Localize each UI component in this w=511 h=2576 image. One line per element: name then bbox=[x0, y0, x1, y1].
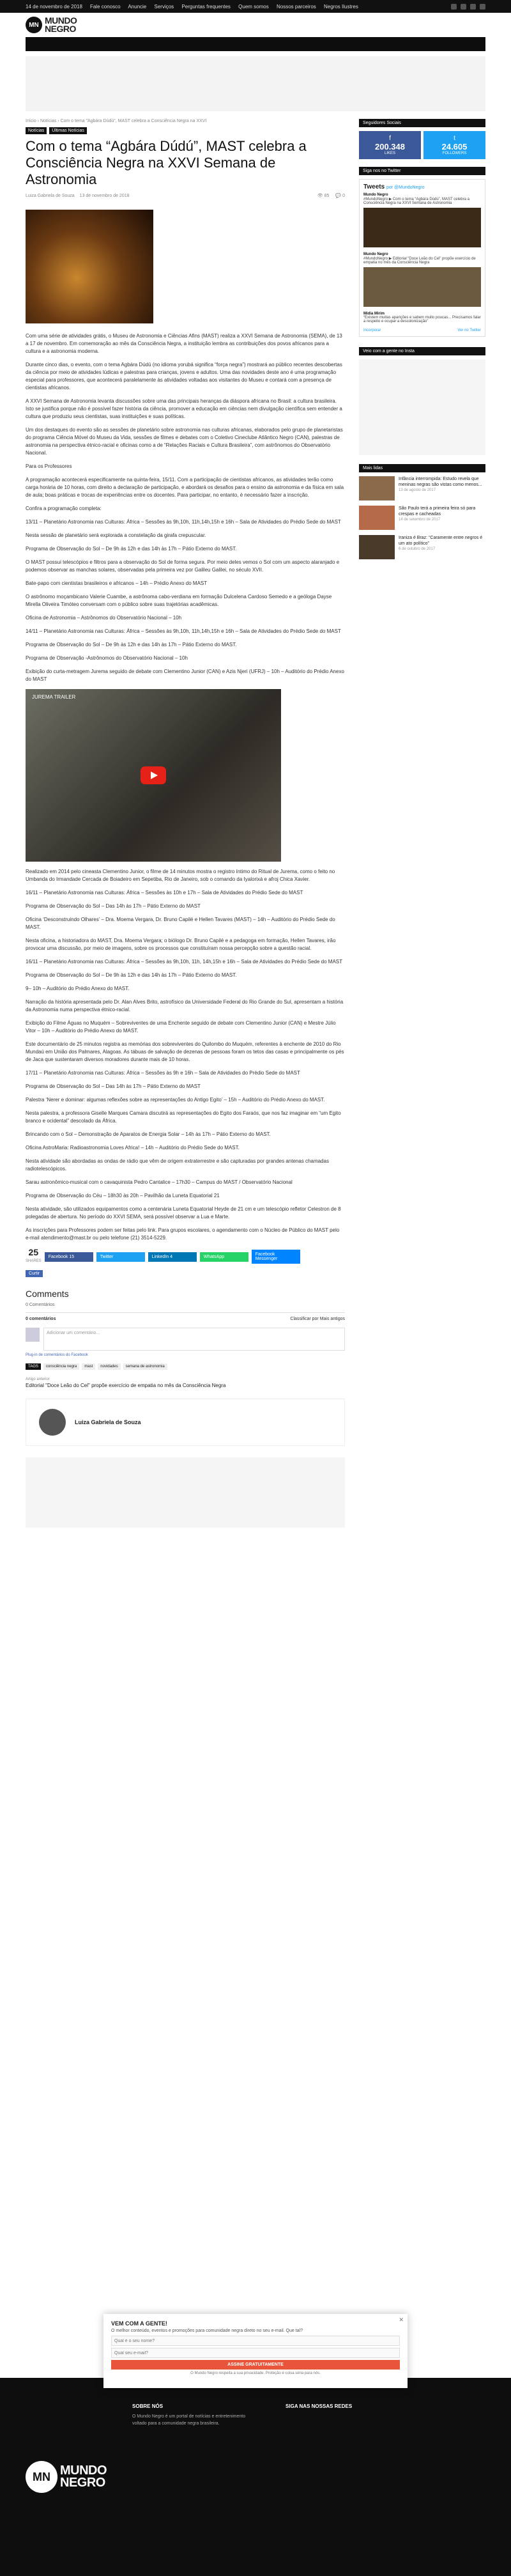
comments-heading: Comments bbox=[26, 1289, 69, 1299]
facebook-count: 200.348 bbox=[375, 142, 405, 151]
share-bar bbox=[26, 1248, 345, 1266]
ad-banner bbox=[26, 56, 485, 111]
sidebar bbox=[359, 119, 485, 1553]
thumbnail bbox=[359, 506, 395, 530]
breadcrumb[interactable]: Início › Notícias › Com o tema "Agbára Dúdú", MAST celebra a Consciência Negra na XXVI bbox=[26, 119, 207, 123]
facebook-counter[interactable] bbox=[359, 131, 421, 159]
privacy-note: O Mundo Negro respeita a sua privacidade. Proteção é coisa séria para nós. bbox=[190, 2371, 321, 2375]
logo-line: NEGRO bbox=[60, 2476, 105, 2490]
embed-link[interactable]: Incorporar bbox=[363, 329, 381, 332]
top-nav-item[interactable]: Quem somos bbox=[238, 3, 269, 10]
top-nav-item[interactable]: Perguntas frequentes bbox=[181, 3, 231, 10]
tweet-author: Midia Mirim bbox=[363, 312, 385, 316]
email-input[interactable] bbox=[111, 2348, 400, 2358]
most-read-date: 14 de setembro de 2017 bbox=[399, 518, 441, 522]
newsletter-popup bbox=[103, 2314, 408, 2388]
author-avatar bbox=[39, 1409, 66, 1436]
twitter-icon[interactable] bbox=[470, 4, 476, 10]
main-area bbox=[0, 119, 511, 1553]
sort-label: Classificar por bbox=[290, 1317, 319, 1321]
view-on-twitter-link[interactable]: Ver no Twitter bbox=[457, 329, 481, 332]
article-paragraph: O astrônomo moçambicano Valerie Cuambe, a astrônoma cabo-verdiana em formação Dulcelena Cardoso Semedo e a geóloga Dayse Mirella Oliveira Timóteo conversam com o público sobre suas trajetórias acadêmicas. bbox=[26, 594, 332, 607]
close-icon[interactable]: ✕ bbox=[399, 2316, 404, 2323]
tweet-text: “Existem muitas aparições e sabem muito poucas... Precisamos falar a respeito e ocupar a descolonização” bbox=[363, 316, 481, 323]
site-footer bbox=[0, 2378, 511, 2576]
article-paragraph: Brincando com o Sol – Demonstração de Aparatos de Energia Solar – 14h às 17h – Pátio Externo do MAST. bbox=[26, 1131, 271, 1137]
footer-about bbox=[132, 2403, 260, 2550]
social-icons bbox=[451, 4, 485, 10]
article-paragraph: Programa de Observação do Sol – De 9h às 12h e das 14h às 17h – Pátio Externo do MAST. bbox=[26, 546, 237, 552]
article-paragraph: Para os Professores bbox=[26, 463, 72, 469]
article-paragraph: Confira a programação completa: bbox=[26, 506, 102, 511]
article-tag[interactable]: semana de astronomia bbox=[123, 1363, 167, 1370]
site-header bbox=[0, 13, 511, 37]
share-count-label: SHARES bbox=[26, 1259, 42, 1263]
facebook-icon: f bbox=[389, 135, 391, 142]
article-body bbox=[26, 332, 345, 683]
article-paragraph: Oficina AstroMaria: Radioastronomia Loves Africa! – 14h – Auditório do Prédio Sede do MAST. bbox=[26, 1145, 240, 1151]
share-count-value: 25 bbox=[28, 1247, 39, 1257]
most-read-heading: Mais lidas bbox=[359, 464, 485, 472]
article-paragraph: Programa de Observação do Sol – Das 14h às 17h – Pátio Externo do MAST bbox=[26, 1083, 201, 1089]
sort-control[interactable] bbox=[290, 1317, 345, 1321]
top-nav-item[interactable]: Nossos parceiros bbox=[276, 3, 316, 10]
article-meta bbox=[26, 193, 345, 198]
article-paragraph: Exibição do curta-metragem Jurema seguido de debate com Clementino Junior (CAN) e Azis Njeri (UFRJ) – 10h – Auditório do Prédio Anexo do MAST bbox=[26, 669, 344, 682]
name-input[interactable] bbox=[111, 2336, 400, 2346]
article-paragraph: Este documentário de 25 minutos registra as memórias dos sobreviventes do Quilombo do Muquém, referentes à enchente de 2010 do Rio Mundaú em União dos Palmares, Alagoas. As tábuas de salvação de dezenas de pessoas foram os tetos das casas e principalmente os pés de Jaca que sustentaram diversos moradores durante mais de 10 horas. bbox=[26, 1041, 344, 1062]
article-paragraph: 16/11 – Planetário Astronomia nas Culturas: África – Sessões às 9h,10h, 11h, 14h,15h e 16h – Sala de Atividades do Prédio Sede do MAST bbox=[26, 959, 343, 965]
video-title: JUREMA TRAILER bbox=[32, 694, 76, 700]
comment-input[interactable]: Adicionar um comentário... bbox=[43, 1328, 345, 1351]
logo-line: MUNDO bbox=[45, 15, 77, 26]
site-logo[interactable] bbox=[26, 17, 77, 33]
like-button[interactable]: Curtir bbox=[26, 1270, 43, 1277]
category-tag[interactable]: Notícias bbox=[26, 127, 47, 134]
tweet-author: Mundo Negro bbox=[363, 252, 388, 256]
popup-title: VEM COM A GENTE! bbox=[111, 2320, 167, 2327]
article-paragraph: Nesta atividade, são utilizados equipamentos como a centenária Luneta Equatorial Heyde de 21 cm e um telescópio refletor Celestron de 8 polegadas de abertura. No período do XXVI SEMA, será possível observar a Lua e Marte. bbox=[26, 1206, 341, 1220]
logo-line: MUNDO bbox=[60, 2463, 107, 2478]
tweet-text: #MundoNegro ▶ Editorial “Doce Leão do Cel” propõe exercício de empatia no mês da Consciência Negra bbox=[363, 257, 476, 265]
article-paragraph: Realizado em 2014 pelo cineasta Clementino Junior, o filme de 14 minutos mostra o registro íntimo do Ritual de Jurema, como o feito no Umbanda do Irmandade Cercada de Boiadeiro em Sepetiba, Rio de Janeiro, sob o comando da Iyalorixá e afroj Chica Xavier. bbox=[26, 869, 335, 882]
share-twitter-button[interactable]: Twitter bbox=[96, 1252, 145, 1262]
article-paragraph: Narração da história apresentada pelo Dr. Alan Alves Brito, astrofísico da Universidade Federal do Rio Grande do Sul, apresentam a história da Astronomia numa perspectiva étnico-racial. bbox=[26, 999, 344, 1013]
logo-line: NEGRO bbox=[45, 24, 76, 34]
article-paragraph: Programa de Observação do Sol – De 9h às 12h e das 14h às 17h – Pátio Externo do MAST. bbox=[26, 642, 237, 648]
footer-about-heading: SOBRE NÓS bbox=[132, 2403, 164, 2409]
play-icon[interactable] bbox=[141, 766, 166, 784]
most-read-date: 6 de outubro de 2017 bbox=[399, 547, 436, 551]
article-paragraph: 13/11 – Planetário Astronomia nas Culturas: África – Sessões às 9h,10h, 11h,14h,15h e 16h – Sala de Atividades do Prédio Sede do MAST bbox=[26, 519, 341, 525]
twitter-count: 24.605 bbox=[441, 142, 468, 151]
article-paragraph: Nesta sessão de planetário será explorada a constelação da girafa crepuscular. bbox=[26, 532, 206, 538]
followers-heading: Seguidores Sociais bbox=[359, 119, 485, 127]
view-count: 👁 85 bbox=[317, 194, 330, 198]
footer-logo-mark: MN bbox=[26, 2461, 57, 2493]
share-whatsapp-button[interactable]: WhatsApp bbox=[200, 1252, 248, 1262]
tweet[interactable] bbox=[363, 312, 481, 323]
article-paragraph: Sarau astronômico-musical com o cavaquinista Pedro Cantalice – 17h30 – Campus do MAST / Observatório Nacional bbox=[26, 1179, 293, 1185]
main-nav bbox=[26, 37, 485, 51]
article-paragraph: Oficina de Astronomia – Astrônomos do Observatório Nacional – 10h bbox=[26, 615, 182, 621]
comment-count[interactable]: 💬 0 bbox=[335, 194, 345, 198]
facebook-comments bbox=[26, 1312, 345, 1357]
article-tag[interactable]: mast bbox=[82, 1363, 95, 1370]
featured-image bbox=[26, 210, 153, 323]
logo-mark: MN bbox=[26, 17, 42, 33]
tweets-title: Tweets bbox=[363, 183, 385, 190]
view-count-value: 85 bbox=[324, 194, 330, 198]
author-box-name[interactable]: Luiza Gabriela de Souza bbox=[75, 1419, 141, 1425]
footer-logo-text bbox=[60, 2465, 107, 2489]
footer-social-heading: SIGA NAS NOSSAS REDES bbox=[286, 2403, 353, 2409]
sort-select[interactable]: Mais antigos bbox=[319, 1317, 345, 1321]
article-paragraph: Bate-papo com cientistas brasileiros e africanos – 14h – Prédio Anexo do MAST bbox=[26, 580, 208, 586]
article-paragraph: 17/11 – Planetário Astronomia nas Culturas: África – Sessões às 9h e 16h – Sala de Atividades do Prédio Sede do MAST bbox=[26, 1070, 300, 1076]
article-paragraph: Um dos destaques do evento são as sessões de planetário sobre astronomia nas culturas africanas, elaborados pelo grupo de planetaristas do programa Ciência Móvel do Museu da Vida, sessões de filmes e debates com o Coletivo Cineclube Atlântico Negro (CAN), palestras de astronomia na perspectiva étnico-racial e oficinas como a de “Relações Raciais e Cultura Brasileira”, com astrônomos do Observatório Nacional. bbox=[26, 427, 343, 456]
facebook-count-label: LIKES bbox=[384, 151, 395, 155]
top-nav-item[interactable]: Serviços bbox=[154, 3, 174, 10]
article-paragraph: Programa de Observação -Astrônomos do Observatório Nacional – 10h bbox=[26, 655, 188, 661]
article-paragraph: As inscrições para Professores podem ser feitas pelo link. Para grupos escolares, o agendamento com o Núcleo de Público do MAST pelo e-mail atendimento@mast.br ou pelo telefone (21) 3514-5229. bbox=[26, 1227, 340, 1241]
current-date: 14 de novembro de 2018 bbox=[26, 3, 82, 10]
thumbnail bbox=[359, 535, 395, 559]
article-paragraph: 14/11 – Planetário Astronomia nas Culturas: África – Sessões às 9h,10h, 11h,14h,15h e 16h – Sala de Atividades do Prédio Sede do MAST bbox=[26, 628, 341, 634]
previous-article-link[interactable]: Editorial "Doce Leão do Cel" propõe exercício de empatia no mês da Consciência Negra bbox=[26, 1383, 226, 1388]
twitter-icon: t bbox=[454, 135, 455, 142]
video-embed[interactable] bbox=[26, 689, 281, 862]
previous-article-label: Artigo anterior bbox=[26, 1377, 50, 1381]
avatar bbox=[26, 1328, 40, 1342]
fb-plugin-link[interactable]: Plug-in de comentários do Facebook bbox=[26, 1353, 88, 1357]
author-box bbox=[26, 1399, 345, 1446]
author-name[interactable]: Luiza Gabriela de Souza bbox=[26, 193, 75, 198]
article-column bbox=[26, 119, 345, 1553]
logo-text bbox=[45, 17, 77, 33]
twitter-timeline bbox=[359, 179, 485, 337]
most-read-date: 13 de agosto de 2017 bbox=[399, 488, 436, 492]
tweet-text: #MundoNegro ▶ Com o tema “Agbára Dúdú”, MAST celebra a Consciência Negra na XXVI Semana de Astronomia bbox=[363, 198, 469, 205]
article-paragraph: Programa de Observação do Sol – Das 14h às 17h – Pátio Externo do MAST bbox=[26, 903, 201, 909]
top-nav-item[interactable]: Negros Ilustres bbox=[324, 3, 358, 10]
article-paragraph: Durante cinco dias, o evento, com o tema Agbára Dúdú (no idioma yorubá significa “força negra”) mostrará ao público recentes descobertas da ciência por meio de atividades lúdicas e palestras para crianças, jovens e adultos. Uma das novidades deste ano é uma programação especial para professores, que acontecerá paralelamente às atividades voltadas aos visitantes do Museu e contará com a presença de cientistas africanos. bbox=[26, 362, 342, 391]
category-tag[interactable]: Últimas Notícias bbox=[49, 127, 87, 134]
article-paragraph: 9– 10h – Auditório do Prédio Anexo do MAST. bbox=[26, 986, 130, 991]
article-paragraph: Nesta palestra, a professora Giselle Marques Camara discutirá as representações do Egito dos Faraós, que nos faz imaginar em “um Egito branco e ocidental” descolado da África. bbox=[26, 1110, 341, 1124]
twitter-count-label: FOLLOWERS bbox=[442, 151, 467, 155]
thumbnail bbox=[359, 476, 395, 500]
share-linkedin-button[interactable]: LinkedIn 4 bbox=[148, 1252, 197, 1262]
article-paragraph: O MAST possui telescópios e filtros para a observação do Sol de forma segura. Por meio deles vemos o Sol com um aspecto alaranjado e podemos observar as manchas solares, observadas pela primeira vez por Galileu Galilei, no século XVII. bbox=[26, 559, 340, 573]
top-bar bbox=[0, 0, 511, 13]
footer-logo[interactable] bbox=[26, 2403, 107, 2550]
instagram-widget bbox=[359, 359, 485, 455]
article-date: 13 de novembro de 2018 bbox=[79, 193, 130, 198]
top-nav-item[interactable]: Anuncie bbox=[128, 3, 147, 10]
article-tag[interactable]: consciência negra bbox=[43, 1363, 79, 1370]
most-read-item[interactable] bbox=[359, 535, 485, 559]
footer-social bbox=[286, 2403, 352, 2550]
article-title: Com o tema “Agbára Dúdú”, MAST celebra a Consciência Negra na XXVI Semana de Astronomia bbox=[26, 138, 307, 187]
article-tags bbox=[26, 1363, 345, 1370]
social-counters bbox=[359, 131, 485, 159]
facebook-icon[interactable] bbox=[451, 4, 457, 10]
subscribe-button[interactable]: ASSINE GRATUITAMENTE bbox=[111, 2360, 400, 2370]
article-body-continued bbox=[26, 868, 345, 1242]
most-read-title: Iraniza é Braz: “Caramente entre negros é um ato político” bbox=[399, 536, 483, 546]
share-facebook-button[interactable]: Facebook 15 bbox=[45, 1252, 93, 1262]
top-nav bbox=[90, 4, 365, 10]
article-paragraph: Nesta oficina, a historiadora do MAST, Dra. Moema Vergara; o biólogo Dr. Bruno Capilé e a pedagoga em formação, Hellen Tavares, irão provocar uma discussão, por meio de imagens, sobre os processos que constituíram nossa percepção sobre a questão racial. bbox=[26, 938, 336, 951]
article-paragraph: Programa de Observação do Sol – De 9h às 12h e das 14h às 17h – Pátio Externo do MAST. bbox=[26, 972, 237, 978]
twitter-heading: Siga nos no Twitter bbox=[359, 167, 485, 175]
tweet[interactable] bbox=[363, 193, 481, 247]
share-messenger-button[interactable]: Facebook Messenger bbox=[252, 1250, 300, 1264]
tweet-image bbox=[363, 267, 481, 307]
article-paragraph: Com uma série de atividades grátis, o Museu de Astronomia e Ciências Afins (MAST) realiza a XXVI Semana de Astronomia (SEMA), de 13 a 17 de novembro. Em comemoração ao mês da Consciência Negra, a instituição lembra as contribuições dos povos africanos para a cultura e a astronomia moderna. bbox=[26, 333, 342, 354]
article-paragraph: A programação acontecerá especificamente na quinta-feira, 15/11. Com a participação de cientistas africanos, as atividades terão como carga horária de 10 horas, com direito a declaração de participação, e abordará os desafios para o ensino da astronomia e da física em sala de aula; boas práticas e trocas de experiências entre os docentes. Para participar, no entanto, é necessário fazer a inscrição. bbox=[26, 477, 344, 498]
share-count bbox=[26, 1248, 42, 1266]
most-read-item[interactable] bbox=[359, 476, 485, 500]
instagram-heading: Veio com a gente no Insta bbox=[359, 347, 485, 355]
instagram-icon[interactable] bbox=[461, 4, 466, 10]
article-paragraph: 16/11 – Planetário Astronomia nas Culturas: África – Sessões às 10h e 17h – Sala de Atividades do Prédio Sede do MAST bbox=[26, 890, 303, 896]
article-paragraph: Oficina ‘Desconstruindo Olhares’ – Dra. Moema Vergara, Dr. Bruno Capilé e Hellen Tavares (MAST) – 14h – Auditório do Prédio Sede do MAST. bbox=[26, 917, 335, 930]
most-read-item[interactable] bbox=[359, 506, 485, 530]
article-paragraph: Programa de Observação do Céu – 18h30 às 20h – Pavilhão da Luneta Equatorial 21 bbox=[26, 1193, 220, 1199]
most-read-title: Infância interrompida: Estudo revela que meninas negras são vistas como menos... bbox=[399, 477, 482, 487]
category-tags bbox=[26, 127, 345, 134]
tweet-image bbox=[363, 208, 481, 247]
article-paragraph: Exibição do Filme Águas no Muquém – Sobreviventes de uma Enchente seguido de debate com Clementino Junior (CAN) e Mestre Júlio Vitor – 10h – Auditório do Prédio Anexo do MAST. bbox=[26, 1020, 336, 1034]
related-posts-area bbox=[26, 1457, 345, 1528]
footer-about-text: O Mundo Negro é um portal de notícias e entretenimento voltado para a comunidade negra brasileira. bbox=[132, 2414, 246, 2426]
article-paragraph: A XXVI Semana de Astronomia levanta discussões sobre uma das principais heranças da diáspora africana no Brasil: a cultura brasileira. Isto se justifica porque não é possível fazer história da ciência, promover a educação em ciências nem divulgação científica sem entender a cultura que produziu seus cientistas, suas instituições e suas políticas. bbox=[26, 398, 342, 419]
article-paragraph: Palestra ‘Nerer e dominar: algumas reflexões sobre as representações do Antigo Egito’ – 15h – Auditório do Prédio Anexo do MAST. bbox=[26, 1097, 325, 1103]
tags-label: TAGS bbox=[26, 1363, 41, 1370]
twitter-counter[interactable] bbox=[423, 131, 485, 159]
top-nav-item[interactable]: Fale conosco bbox=[89, 3, 121, 10]
comment-count-value: 0 bbox=[342, 194, 345, 198]
popup-text: O melhor conteúdo, eventos e promoções para comunidade negra direto no seu e-mail. Que tal? bbox=[111, 2329, 303, 2333]
most-read-title: São Paulo terá a primeira feira só para crespas e cacheadas bbox=[399, 506, 476, 516]
comments-count: 0 Comentários bbox=[26, 1303, 55, 1307]
tweets-by[interactable]: por @MundoNegro bbox=[386, 185, 425, 190]
youtube-icon[interactable] bbox=[480, 4, 485, 10]
article-tag[interactable]: novidades bbox=[98, 1363, 120, 1370]
tweet-author: Mundo Negro bbox=[363, 193, 388, 197]
tweet[interactable] bbox=[363, 252, 481, 307]
fb-comment-count: 0 comentários bbox=[26, 1317, 56, 1321]
article-paragraph: Nesta atividade são abordadas as ondas de rádio que vêm de origem extraterrestre e são capturadas por grandes antenas chamadas radiotelescópicos. bbox=[26, 1158, 329, 1172]
